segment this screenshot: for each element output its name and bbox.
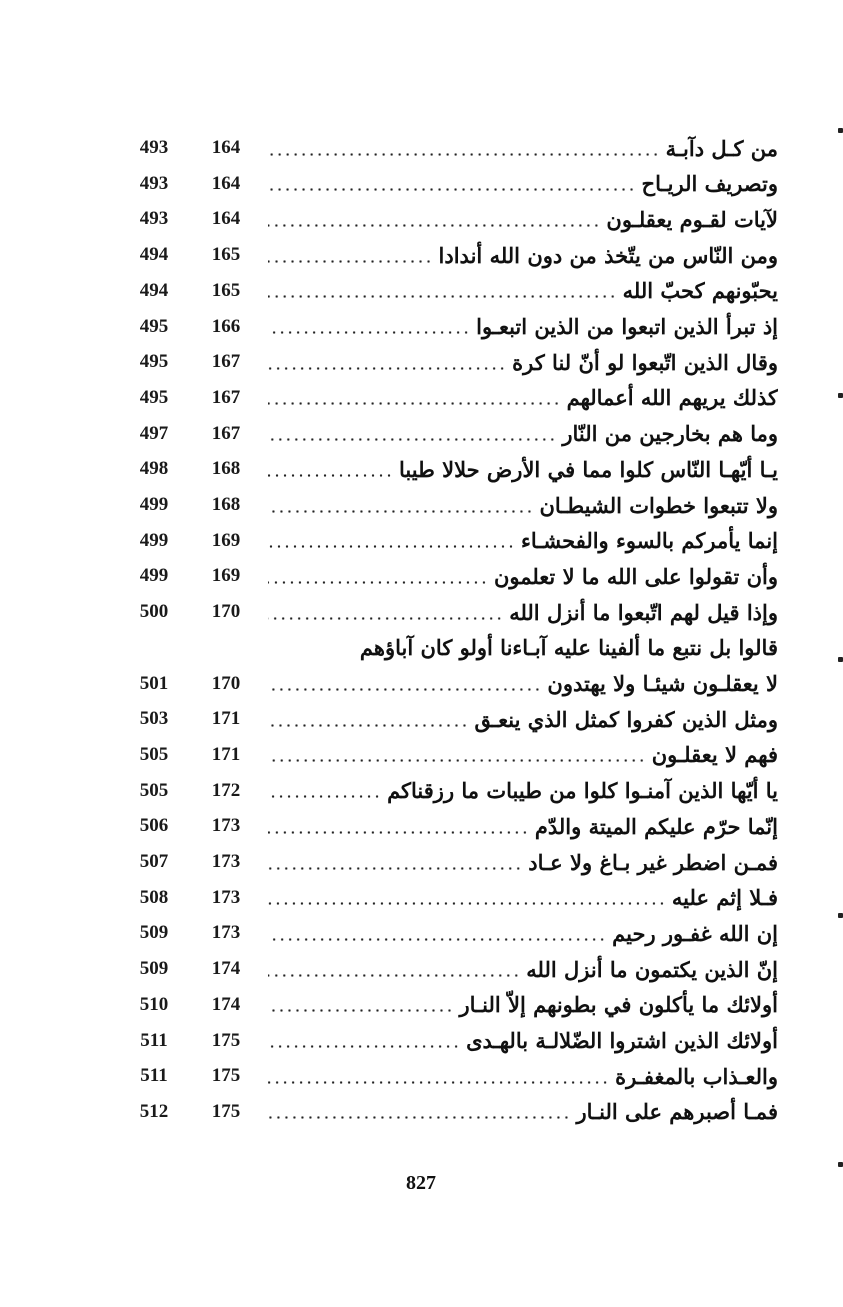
- dot-leader: [268, 510, 533, 513]
- entry-text: والعـذاب بالمغفـرة: [615, 1063, 778, 1089]
- dot-leader: [268, 402, 561, 405]
- index-entry: [0, 167, 843, 201]
- entry-verse-number: 167: [211, 351, 241, 373]
- entry-text: إنّ الذين يكتمون ما أنزل الله: [526, 956, 778, 982]
- index-entry: [0, 774, 843, 808]
- entry-page-number: 495: [139, 351, 169, 373]
- entry-text-cell: [268, 381, 778, 415]
- index-entry: [0, 345, 843, 379]
- entry-verse-number: 170: [211, 601, 241, 623]
- entry-text-cell: [268, 524, 778, 558]
- dot-leader: [268, 367, 506, 370]
- entry-text: إذ تبرأ الذين اتبعوا من الذين اتبعـوا: [476, 314, 778, 339]
- entry-verse-number: 174: [211, 993, 241, 1015]
- entry-text: يا أيّها الذين آمنـوا كلوا من طيبات ما رزقناكم: [387, 778, 778, 804]
- entry-page-number: 498: [139, 458, 169, 480]
- entry-text: وما هم بخارجين من النّار: [562, 421, 778, 447]
- entry-text: ومثل الذين كفروا كمثل الذي ينعـق: [474, 706, 778, 732]
- dot-leader: [268, 617, 503, 620]
- entry-verse-number: 165: [211, 279, 241, 301]
- entry-page-number: 511: [140, 1065, 168, 1087]
- entry-page-number: 500: [139, 601, 169, 623]
- dot-leader: [268, 438, 556, 441]
- entry-text-cell: [268, 952, 778, 986]
- entry-text-cell: [268, 845, 778, 879]
- entry-text-cell: [268, 452, 778, 486]
- entry-text-cell: [268, 916, 778, 950]
- dot-leader: [268, 1081, 609, 1084]
- dot-leader: [268, 188, 636, 191]
- index-entry: [0, 131, 843, 165]
- entry-text-cell: [268, 488, 778, 522]
- index-entry: [0, 988, 843, 1022]
- entry-text-cell: [268, 809, 778, 843]
- entry-text: وأن تقولوا على الله ما لا تعلمون: [493, 563, 778, 589]
- edge-mark: [838, 657, 843, 662]
- entry-text-cell: [268, 1024, 778, 1058]
- entry-text: إنّما حرّم عليكم الميتة والدّم: [534, 813, 778, 839]
- entry-verse-number: 166: [211, 315, 241, 337]
- dot-leader: [268, 831, 529, 834]
- entry-page-number: 495: [139, 386, 169, 408]
- entry-verse-number: 164: [211, 208, 241, 230]
- entry-text: يـا أيّهـا النّاس كلوا مما في الأرض حلالا طيبا: [399, 456, 778, 482]
- index-entry: [0, 1059, 843, 1093]
- entry-page-number: 507: [139, 851, 169, 872]
- entry-verse-number: 175: [211, 1029, 241, 1051]
- edge-mark: [838, 1162, 843, 1167]
- index-entry: [0, 524, 843, 558]
- entry-text-cell: [268, 881, 778, 915]
- entry-text: فمـا أصبرهم على النـار: [576, 1099, 778, 1125]
- entry-verse-number: 173: [211, 886, 241, 908]
- entry-text-cell: [268, 738, 778, 772]
- entry-verse-number: 174: [211, 958, 241, 980]
- dot-leader: [268, 724, 468, 727]
- entry-text-cell: [268, 1059, 778, 1093]
- entry-text-cell: [268, 310, 778, 344]
- entry-page-number: 493: [139, 137, 169, 158]
- entry-text: ومن النّاس من يتّخذ من دون الله أندادا: [438, 242, 778, 268]
- dot-leader: [268, 902, 666, 905]
- entry-page-number: 501: [139, 672, 169, 694]
- index-entry: [0, 809, 843, 843]
- dot-leader: [268, 331, 470, 334]
- entry-page-number: 505: [139, 743, 169, 765]
- dot-leader: [268, 224, 600, 227]
- entry-text: لآيات لقـوم يعقلـون: [606, 206, 778, 232]
- entry-page-number: 499: [139, 529, 169, 551]
- page-number: 827: [406, 1172, 436, 1194]
- edge-mark: [838, 913, 843, 918]
- entry-page-number: 499: [139, 565, 169, 587]
- entry-page-number: 494: [139, 279, 169, 301]
- entry-text: من كـل دآبـة: [665, 135, 778, 161]
- entry-page-number: 493: [139, 208, 169, 230]
- entry-text: أولائك الذين اشتروا الضّلالـة بالهـدى: [466, 1028, 778, 1053]
- entry-text: أولائك ما يأكلون في بطونهم إلاّ النـار: [459, 992, 778, 1018]
- index-entry: [0, 202, 843, 236]
- index-entry: [0, 417, 843, 451]
- edge-mark: [838, 393, 843, 398]
- edge-mark: [838, 128, 843, 133]
- dot-leader: [268, 1045, 460, 1048]
- entry-page-number: 503: [139, 708, 169, 730]
- entry-page-number: 508: [139, 886, 169, 908]
- entry-page-number: 497: [139, 422, 169, 444]
- index-entry: [0, 274, 843, 308]
- index-entry: [0, 1024, 843, 1058]
- entry-text-cell: [268, 167, 778, 201]
- entry-text-cell: [268, 702, 778, 736]
- dot-leader: [268, 260, 433, 263]
- index-entry: [0, 310, 843, 344]
- entry-verse-number: 167: [211, 386, 241, 408]
- entry-text-cell: [268, 345, 778, 379]
- dot-leader: [268, 867, 522, 870]
- entry-verse-number: 170: [211, 672, 241, 694]
- entry-text-cell: [268, 238, 778, 272]
- dot-leader: [268, 153, 660, 156]
- dot-leader: [268, 688, 541, 691]
- entry-verse-number: 175: [211, 1100, 241, 1122]
- entry-verse-number: 168: [211, 494, 241, 515]
- index-entry: [0, 452, 843, 486]
- dot-leader: [268, 938, 606, 941]
- entry-verse-number: 175: [211, 1065, 241, 1087]
- entry-verse-number: 171: [211, 743, 241, 765]
- entry-verse-number: 169: [211, 529, 241, 551]
- entry-verse-number: 165: [211, 244, 241, 266]
- dot-leader: [268, 474, 393, 477]
- entry-text-cell: [268, 595, 778, 629]
- entry-text-cell: [268, 131, 778, 165]
- dot-leader: [268, 295, 617, 298]
- entry-text: إنما يأمركم بالسوء والفحشـاء: [520, 528, 778, 554]
- entry-text: قالوا بل نتبع ما ألفينا عليه آبـاءنا أولو كان آباؤهم: [359, 634, 778, 660]
- entry-page-number: 512: [139, 1100, 169, 1122]
- entry-verse-number: 168: [211, 458, 241, 480]
- entry-text: فـلا إثم عليه: [671, 885, 778, 911]
- entry-text: كذلك يريهم الله أعمالهم: [566, 385, 778, 411]
- index-entry: [0, 845, 843, 879]
- index-entry: [0, 738, 843, 772]
- entry-text: وقال الذين اتّبعوا لو أنّ لنا كرة: [512, 349, 778, 375]
- entry-verse-number: 173: [211, 851, 241, 872]
- index-entry: [0, 667, 843, 701]
- entry-text: يحبّونهم كحبّ الله: [622, 278, 778, 304]
- entry-page-number: 509: [139, 922, 169, 944]
- index-entry: [0, 916, 843, 950]
- dot-leader: [268, 795, 381, 798]
- index-entry: [0, 702, 843, 736]
- index-entry: [0, 559, 843, 593]
- entry-text: لا يعقلـون شيئـا ولا يهتدون: [547, 671, 778, 696]
- index-entry: [0, 952, 843, 986]
- entry-text-cell: [268, 988, 778, 1022]
- entry-verse-number: 171: [211, 708, 241, 730]
- entry-page-number: 509: [139, 958, 169, 980]
- entry-text-cell: [268, 559, 778, 593]
- entry-verse-number: 169: [211, 565, 241, 587]
- entry-page-number: 495: [139, 315, 169, 337]
- entry-text-cell: [268, 274, 778, 308]
- entry-verse-number: 172: [211, 779, 241, 801]
- entry-text: وإذا قيل لهم اتّبعوا ما أنزل الله: [509, 599, 778, 625]
- entry-text-cell: [268, 417, 778, 451]
- entry-page-number: 511: [140, 1029, 168, 1051]
- entry-verse-number: 173: [211, 815, 241, 837]
- index-entry-continuation: [0, 631, 843, 665]
- entry-page-number: 493: [139, 172, 169, 194]
- index-entry: [0, 381, 843, 415]
- dot-leader: [268, 545, 515, 548]
- index-entry: [0, 1095, 843, 1129]
- entry-page-number: 499: [139, 494, 169, 515]
- entry-verse-number: 167: [211, 422, 241, 444]
- entry-verse-number: 173: [211, 922, 241, 944]
- index-entry: [0, 595, 843, 629]
- entry-text-cell: [268, 667, 778, 701]
- entry-text: إن الله غفـور رحيم: [612, 920, 778, 946]
- dot-leader: [268, 1116, 570, 1119]
- entry-page-number: 506: [139, 815, 169, 837]
- entry-text: فمـن اضطر غير بـاغ ولا عـاد: [528, 849, 778, 875]
- entry-text: وتصريف الريـاح: [641, 171, 778, 197]
- entry-text-cell: [268, 774, 778, 808]
- dot-leader: [268, 1009, 453, 1012]
- index-entry: [0, 238, 843, 272]
- entry-text: فهم لا يعقلـون: [651, 742, 778, 768]
- dot-leader: [268, 581, 488, 584]
- index-entry: [0, 488, 843, 522]
- dot-leader: [268, 974, 520, 977]
- dot-leader: [268, 759, 646, 762]
- entry-verse-number: 164: [211, 137, 241, 158]
- entry-text-cell: [268, 202, 778, 236]
- entry-text: ولا تتبعوا خطوات الشيطـان: [539, 492, 778, 518]
- index-entry: [0, 881, 843, 915]
- entry-page-number: 510: [139, 993, 169, 1015]
- entry-verse-number: 164: [211, 172, 241, 194]
- entry-page-number: 494: [139, 244, 169, 266]
- entry-page-number: 505: [139, 779, 169, 801]
- entry-text-cell: [268, 1095, 778, 1129]
